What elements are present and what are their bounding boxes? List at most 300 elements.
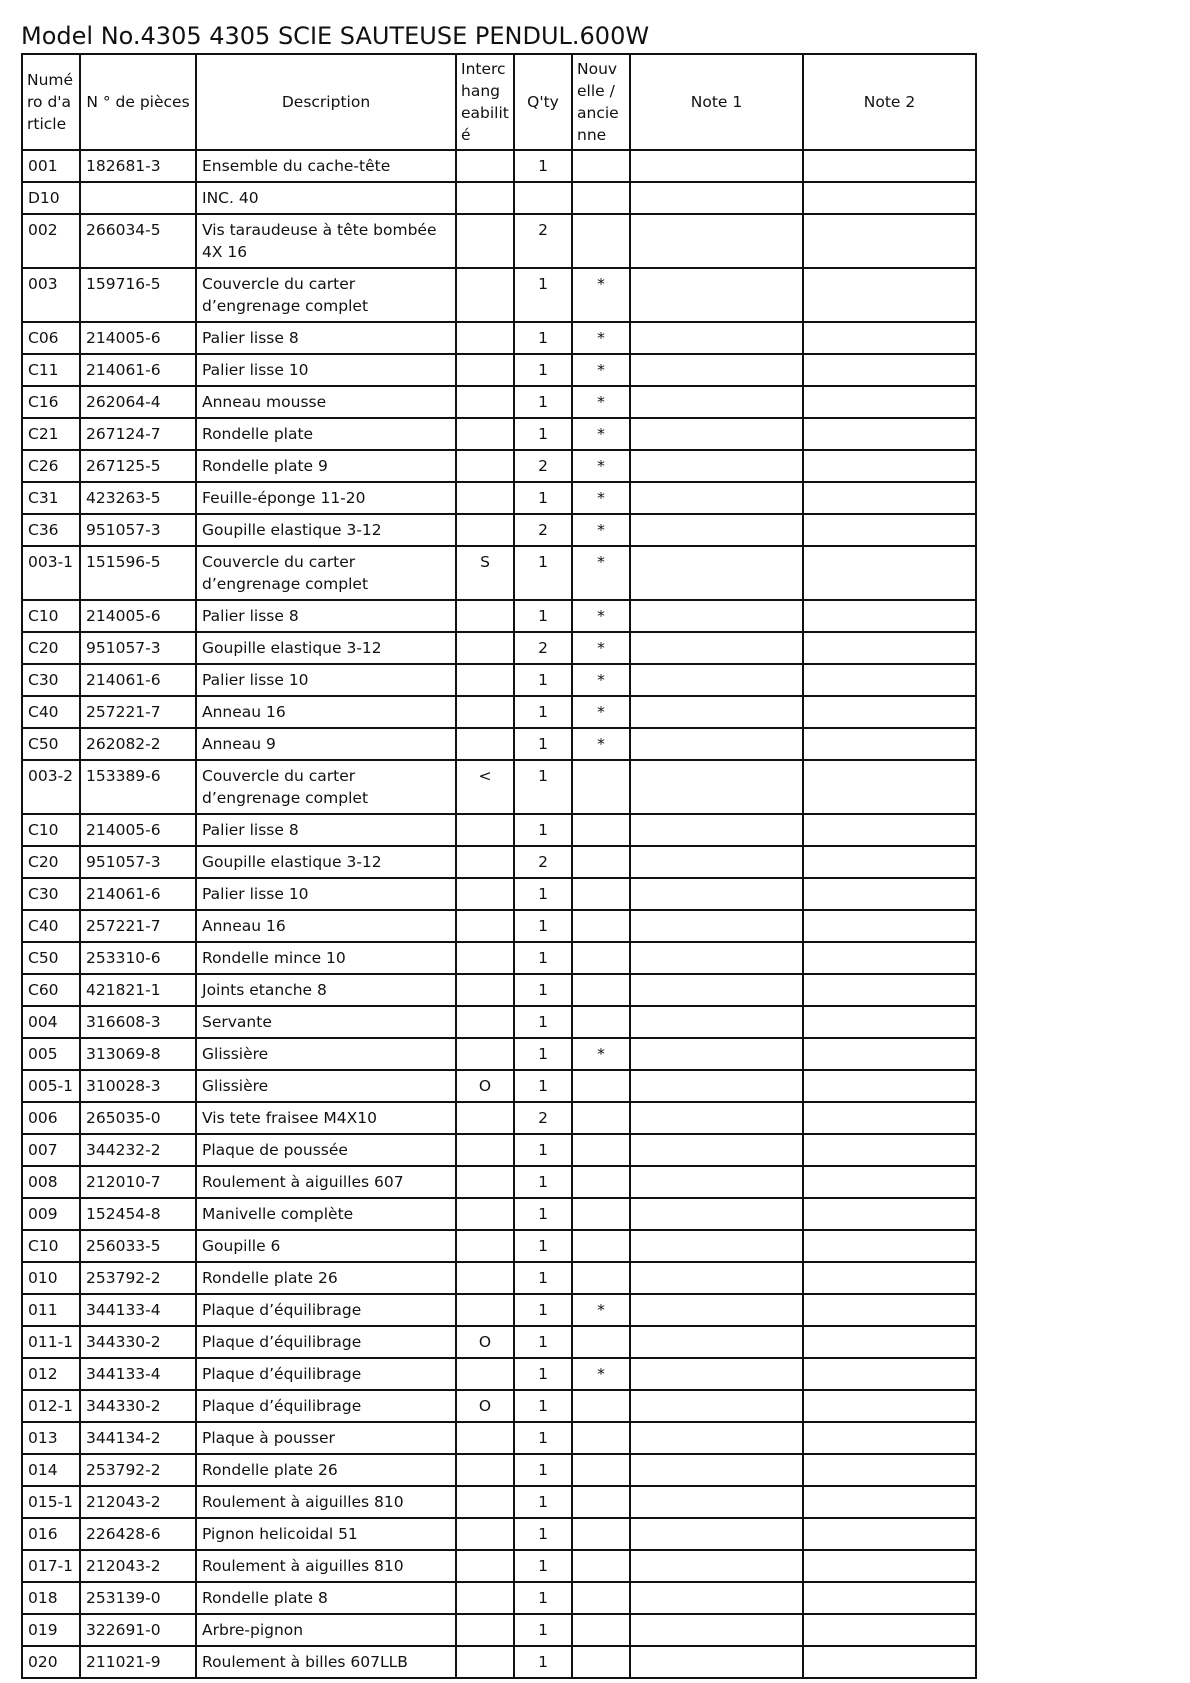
cell-note-2 <box>803 354 976 386</box>
table-row <box>22 600 976 632</box>
cell-part-no: 182681-3 <box>80 150 196 182</box>
cell-qty: 1 <box>514 386 572 418</box>
cell-part-no: 214005-6 <box>80 600 196 632</box>
cell-interchangeability <box>456 1614 514 1646</box>
cell-item-no: 005 <box>22 1038 80 1070</box>
table-row <box>22 1006 976 1038</box>
cell-new-old <box>572 1230 630 1262</box>
cell-part-no: 421821-1 <box>80 974 196 1006</box>
cell-item-no: C30 <box>22 878 80 910</box>
cell-note-1 <box>630 1486 803 1518</box>
cell-new-old <box>572 1518 630 1550</box>
cell-interchangeability <box>456 1262 514 1294</box>
cell-interchangeability <box>456 418 514 450</box>
cell-item-no: C16 <box>22 386 80 418</box>
cell-note-2 <box>803 1390 976 1422</box>
cell-qty: 1 <box>514 1518 572 1550</box>
cell-new-old <box>572 910 630 942</box>
cell-item-no: 003 <box>22 268 80 322</box>
cell-note-2 <box>803 1198 976 1230</box>
cell-description: Rondelle plate 26 <box>196 1454 456 1486</box>
cell-qty: 1 <box>514 1166 572 1198</box>
cell-note-1 <box>630 696 803 728</box>
cell-interchangeability <box>456 1582 514 1614</box>
cell-note-2 <box>803 664 976 696</box>
cell-qty: 2 <box>514 1102 572 1134</box>
cell-note-2 <box>803 1422 976 1454</box>
cell-item-no: 010 <box>22 1262 80 1294</box>
cell-item-no: 008 <box>22 1166 80 1198</box>
table-row <box>22 1550 976 1582</box>
cell-new-old <box>572 1486 630 1518</box>
cell-interchangeability <box>456 1102 514 1134</box>
cell-note-2 <box>803 1006 976 1038</box>
cell-interchangeability <box>456 696 514 728</box>
cell-note-1 <box>630 1006 803 1038</box>
cell-new-old <box>572 974 630 1006</box>
cell-note-1 <box>630 1358 803 1390</box>
parts-table <box>21 53 977 1679</box>
cell-part-no: 212043-2 <box>80 1550 196 1582</box>
cell-note-2 <box>803 728 976 760</box>
cell-interchangeability <box>456 814 514 846</box>
cell-part-no: 344330-2 <box>80 1326 196 1358</box>
cell-note-1 <box>630 1454 803 1486</box>
cell-description: Plaque d’équilibrage <box>196 1358 456 1390</box>
cell-part-no: 265035-0 <box>80 1102 196 1134</box>
cell-note-2 <box>803 386 976 418</box>
cell-qty: 1 <box>514 1326 572 1358</box>
table-row <box>22 1358 976 1390</box>
cell-qty: 1 <box>514 696 572 728</box>
table-row <box>22 974 976 1006</box>
cell-item-no: 011 <box>22 1294 80 1326</box>
cell-description: Arbre-pignon <box>196 1614 456 1646</box>
table-row <box>22 664 976 696</box>
cell-item-no: C10 <box>22 1230 80 1262</box>
cell-item-no: 003-1 <box>22 546 80 600</box>
cell-new-old <box>572 1070 630 1102</box>
cell-description: Rondelle plate 26 <box>196 1262 456 1294</box>
cell-item-no: 006 <box>22 1102 80 1134</box>
cell-interchangeability <box>456 1518 514 1550</box>
cell-note-1 <box>630 846 803 878</box>
cell-new-old: * <box>572 600 630 632</box>
header-note-1: Note 1 <box>630 54 803 150</box>
cell-note-1 <box>630 1294 803 1326</box>
cell-new-old <box>572 878 630 910</box>
table-row <box>22 1198 976 1230</box>
cell-item-no: C40 <box>22 696 80 728</box>
cell-note-2 <box>803 1614 976 1646</box>
cell-note-2 <box>803 1102 976 1134</box>
cell-note-1 <box>630 910 803 942</box>
cell-note-1 <box>630 728 803 760</box>
cell-qty: 1 <box>514 1646 572 1678</box>
cell-note-2 <box>803 1358 976 1390</box>
table-row <box>22 846 976 878</box>
page-title: Model No.4305 4305 SCIE SAUTEUSE PENDUL.600W <box>21 22 650 50</box>
cell-description: Vis taraudeuse à tête bombée 4X 16 <box>196 214 456 268</box>
cell-qty: 1 <box>514 974 572 1006</box>
cell-note-2 <box>803 1134 976 1166</box>
cell-part-no: 310028-3 <box>80 1070 196 1102</box>
cell-qty: 2 <box>514 846 572 878</box>
cell-item-no: 011-1 <box>22 1326 80 1358</box>
cell-item-no: 012 <box>22 1358 80 1390</box>
table-row <box>22 1166 976 1198</box>
cell-part-no: 256033-5 <box>80 1230 196 1262</box>
cell-interchangeability <box>456 1038 514 1070</box>
cell-qty: 1 <box>514 814 572 846</box>
cell-description: Joints etanche 8 <box>196 974 456 1006</box>
cell-item-no: C11 <box>22 354 80 386</box>
cell-description: Anneau 16 <box>196 910 456 942</box>
cell-interchangeability <box>456 1166 514 1198</box>
cell-note-2 <box>803 696 976 728</box>
cell-item-no: C36 <box>22 514 80 546</box>
cell-new-old <box>572 1262 630 1294</box>
cell-note-1 <box>630 514 803 546</box>
cell-part-no: 344232-2 <box>80 1134 196 1166</box>
cell-qty: 2 <box>514 450 572 482</box>
cell-new-old <box>572 1614 630 1646</box>
cell-description: Roulement à aiguilles 810 <box>196 1550 456 1582</box>
cell-qty: 2 <box>514 632 572 664</box>
cell-new-old <box>572 942 630 974</box>
cell-qty: 2 <box>514 214 572 268</box>
cell-part-no: 257221-7 <box>80 910 196 942</box>
cell-interchangeability <box>456 1422 514 1454</box>
cell-new-old <box>572 1102 630 1134</box>
cell-note-1 <box>630 1518 803 1550</box>
header-note-2: Note 2 <box>803 54 976 150</box>
header-interchangeability: Interc hang eabilit é <box>456 54 514 150</box>
cell-note-1 <box>630 1422 803 1454</box>
cell-note-2 <box>803 1070 976 1102</box>
table-row <box>22 1262 976 1294</box>
cell-part-no: 152454-8 <box>80 1198 196 1230</box>
cell-new-old <box>572 1422 630 1454</box>
cell-part-no: 262082-2 <box>80 728 196 760</box>
table-row <box>22 1614 976 1646</box>
cell-item-no: 001 <box>22 150 80 182</box>
cell-part-no: 344330-2 <box>80 1390 196 1422</box>
cell-part-no: 253139-0 <box>80 1582 196 1614</box>
cell-qty: 1 <box>514 1358 572 1390</box>
cell-note-1 <box>630 1614 803 1646</box>
cell-new-old <box>572 1646 630 1678</box>
cell-qty: 1 <box>514 268 572 322</box>
cell-item-no: 002 <box>22 214 80 268</box>
cell-item-no: 016 <box>22 1518 80 1550</box>
cell-interchangeability <box>456 1646 514 1678</box>
cell-item-no: C30 <box>22 664 80 696</box>
cell-description: Ensemble du cache-tête <box>196 150 456 182</box>
cell-qty: 1 <box>514 1038 572 1070</box>
cell-interchangeability: < <box>456 760 514 814</box>
cell-note-2 <box>803 450 976 482</box>
cell-description: Plaque d’équilibrage <box>196 1326 456 1358</box>
cell-part-no: 159716-5 <box>80 268 196 322</box>
cell-qty: 1 <box>514 1614 572 1646</box>
cell-qty: 1 <box>514 354 572 386</box>
cell-note-2 <box>803 546 976 600</box>
cell-interchangeability <box>456 846 514 878</box>
cell-new-old: * <box>572 386 630 418</box>
cell-interchangeability <box>456 354 514 386</box>
table-row <box>22 214 976 268</box>
cell-new-old: * <box>572 696 630 728</box>
cell-note-1 <box>630 546 803 600</box>
cell-new-old: * <box>572 1358 630 1390</box>
cell-note-2 <box>803 482 976 514</box>
cell-part-no: 267125-5 <box>80 450 196 482</box>
cell-qty: 1 <box>514 910 572 942</box>
cell-note-2 <box>803 760 976 814</box>
cell-new-old <box>572 214 630 268</box>
cell-item-no: C26 <box>22 450 80 482</box>
cell-new-old <box>572 1134 630 1166</box>
cell-part-no: 951057-3 <box>80 514 196 546</box>
cell-description: Anneau 16 <box>196 696 456 728</box>
cell-item-no: 018 <box>22 1582 80 1614</box>
cell-description: Glissière <box>196 1070 456 1102</box>
table-row <box>22 1390 976 1422</box>
cell-qty: 1 <box>514 1262 572 1294</box>
table-row <box>22 696 976 728</box>
cell-new-old <box>572 182 630 214</box>
cell-note-2 <box>803 974 976 1006</box>
cell-item-no: 009 <box>22 1198 80 1230</box>
cell-interchangeability <box>456 1294 514 1326</box>
header-item-no: Numé ro d'a rticle <box>22 54 80 150</box>
cell-interchangeability: O <box>456 1326 514 1358</box>
table-row <box>22 322 976 354</box>
cell-item-no: 014 <box>22 1454 80 1486</box>
cell-new-old: * <box>572 1294 630 1326</box>
cell-interchangeability: O <box>456 1390 514 1422</box>
cell-qty: 1 <box>514 1070 572 1102</box>
cell-part-no: 214061-6 <box>80 878 196 910</box>
cell-new-old <box>572 150 630 182</box>
cell-qty: 1 <box>514 1582 572 1614</box>
cell-interchangeability <box>456 1550 514 1582</box>
cell-description: Roulement à aiguilles 607 <box>196 1166 456 1198</box>
table-row <box>22 182 976 214</box>
cell-qty: 1 <box>514 150 572 182</box>
cell-part-no: 214005-6 <box>80 322 196 354</box>
cell-item-no: 019 <box>22 1614 80 1646</box>
cell-item-no: C06 <box>22 322 80 354</box>
cell-note-2 <box>803 1262 976 1294</box>
cell-note-1 <box>630 418 803 450</box>
header-part-no: N ° de pièces <box>80 54 196 150</box>
table-row <box>22 546 976 600</box>
cell-note-1 <box>630 878 803 910</box>
cell-note-1 <box>630 1230 803 1262</box>
table-row <box>22 1582 976 1614</box>
cell-new-old <box>572 1390 630 1422</box>
cell-note-1 <box>630 268 803 322</box>
cell-interchangeability <box>456 664 514 696</box>
cell-description: Plaque à pousser <box>196 1422 456 1454</box>
cell-qty: 1 <box>514 942 572 974</box>
cell-part-no: 313069-8 <box>80 1038 196 1070</box>
cell-item-no: C20 <box>22 846 80 878</box>
cell-description: Glissière <box>196 1038 456 1070</box>
cell-qty: 1 <box>514 418 572 450</box>
cell-description: Palier lisse 8 <box>196 600 456 632</box>
table-row <box>22 1134 976 1166</box>
cell-interchangeability <box>456 182 514 214</box>
cell-new-old <box>572 1198 630 1230</box>
table-row <box>22 942 976 974</box>
cell-description: Goupille elastique 3-12 <box>196 846 456 878</box>
cell-new-old <box>572 1166 630 1198</box>
cell-interchangeability <box>456 910 514 942</box>
cell-note-2 <box>803 1326 976 1358</box>
cell-part-no: 151596-5 <box>80 546 196 600</box>
cell-note-2 <box>803 600 976 632</box>
cell-item-no: C40 <box>22 910 80 942</box>
cell-qty: 1 <box>514 760 572 814</box>
cell-note-1 <box>630 1550 803 1582</box>
cell-interchangeability <box>456 942 514 974</box>
cell-item-no: D10 <box>22 182 80 214</box>
cell-interchangeability <box>456 728 514 760</box>
cell-item-no: 015-1 <box>22 1486 80 1518</box>
cell-new-old <box>572 1454 630 1486</box>
table-row <box>22 386 976 418</box>
cell-description: Palier lisse 10 <box>196 664 456 696</box>
cell-new-old: * <box>572 632 630 664</box>
cell-note-1 <box>630 214 803 268</box>
cell-description: Goupille elastique 3-12 <box>196 514 456 546</box>
cell-note-1 <box>630 182 803 214</box>
cell-note-1 <box>630 942 803 974</box>
cell-note-2 <box>803 632 976 664</box>
cell-item-no: 012-1 <box>22 1390 80 1422</box>
cell-item-no: C10 <box>22 814 80 846</box>
cell-qty: 1 <box>514 1390 572 1422</box>
cell-part-no: 267124-7 <box>80 418 196 450</box>
cell-interchangeability: O <box>456 1070 514 1102</box>
table-row <box>22 450 976 482</box>
cell-description: Feuille-éponge 11-20 <box>196 482 456 514</box>
cell-item-no: 004 <box>22 1006 80 1038</box>
table-header-row <box>22 54 976 150</box>
cell-item-no: 017-1 <box>22 1550 80 1582</box>
cell-part-no: 253792-2 <box>80 1454 196 1486</box>
cell-note-2 <box>803 1646 976 1678</box>
cell-part-no: 214061-6 <box>80 354 196 386</box>
cell-description: Pignon helicoidal 51 <box>196 1518 456 1550</box>
table-row <box>22 760 976 814</box>
cell-description: Rondelle plate 9 <box>196 450 456 482</box>
table-row <box>22 354 976 386</box>
cell-new-old: * <box>572 728 630 760</box>
cell-description: Couvercle du carter d’engrenage complet <box>196 760 456 814</box>
cell-part-no: 211021-9 <box>80 1646 196 1678</box>
cell-note-1 <box>630 450 803 482</box>
cell-note-2 <box>803 268 976 322</box>
cell-description: Palier lisse 10 <box>196 354 456 386</box>
cell-note-1 <box>630 600 803 632</box>
cell-note-1 <box>630 632 803 664</box>
cell-qty <box>514 182 572 214</box>
cell-interchangeability <box>456 974 514 1006</box>
cell-new-old: * <box>572 546 630 600</box>
header-new-old: Nouv elle / ancie nne <box>572 54 630 150</box>
cell-note-1 <box>630 814 803 846</box>
cell-item-no: 020 <box>22 1646 80 1678</box>
cell-note-2 <box>803 814 976 846</box>
cell-description: Servante <box>196 1006 456 1038</box>
cell-interchangeability <box>456 878 514 910</box>
cell-qty: 1 <box>514 1134 572 1166</box>
cell-note-1 <box>630 1326 803 1358</box>
cell-qty: 1 <box>514 546 572 600</box>
cell-note-2 <box>803 1550 976 1582</box>
cell-note-1 <box>630 482 803 514</box>
table-row <box>22 482 976 514</box>
cell-qty: 1 <box>514 600 572 632</box>
cell-description: Plaque d’équilibrage <box>196 1390 456 1422</box>
parts-table-body <box>22 150 976 1678</box>
cell-interchangeability <box>456 1486 514 1518</box>
cell-part-no: 344133-4 <box>80 1358 196 1390</box>
cell-note-1 <box>630 386 803 418</box>
cell-part-no: 212010-7 <box>80 1166 196 1198</box>
cell-new-old: * <box>572 664 630 696</box>
cell-note-2 <box>803 1294 976 1326</box>
cell-item-no: C50 <box>22 728 80 760</box>
table-row <box>22 418 976 450</box>
cell-qty: 1 <box>514 664 572 696</box>
cell-item-no: C21 <box>22 418 80 450</box>
cell-note-2 <box>803 1582 976 1614</box>
cell-qty: 1 <box>514 1454 572 1486</box>
cell-part-no: 253310-6 <box>80 942 196 974</box>
header-qty: Q'ty <box>514 54 572 150</box>
cell-description: Goupille 6 <box>196 1230 456 1262</box>
cell-note-1 <box>630 1038 803 1070</box>
cell-item-no: C50 <box>22 942 80 974</box>
cell-description: Rondelle plate <box>196 418 456 450</box>
cell-description: Plaque de poussée <box>196 1134 456 1166</box>
cell-new-old: * <box>572 418 630 450</box>
cell-note-1 <box>630 1582 803 1614</box>
cell-part-no: 423263-5 <box>80 482 196 514</box>
cell-note-1 <box>630 1070 803 1102</box>
cell-new-old <box>572 846 630 878</box>
cell-note-2 <box>803 846 976 878</box>
cell-part-no: 153389-6 <box>80 760 196 814</box>
cell-description: Palier lisse 8 <box>196 814 456 846</box>
table-row <box>22 268 976 322</box>
cell-interchangeability <box>456 1134 514 1166</box>
cell-note-2 <box>803 942 976 974</box>
cell-description: Anneau 9 <box>196 728 456 760</box>
cell-note-1 <box>630 1166 803 1198</box>
cell-description: Rondelle mince 10 <box>196 942 456 974</box>
cell-note-2 <box>803 910 976 942</box>
cell-part-no: 344134-2 <box>80 1422 196 1454</box>
cell-interchangeability <box>456 322 514 354</box>
cell-note-2 <box>803 418 976 450</box>
cell-part-no: 322691-0 <box>80 1614 196 1646</box>
